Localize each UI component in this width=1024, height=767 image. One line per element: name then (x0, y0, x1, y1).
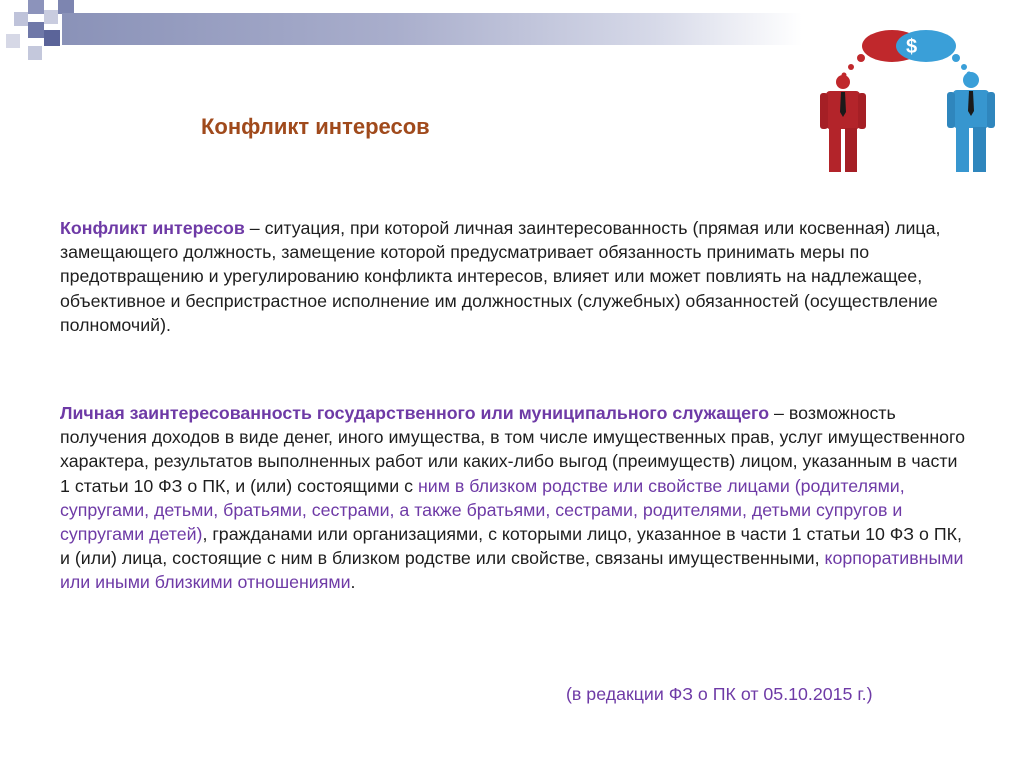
header-gradient-bar (62, 13, 802, 45)
blue-person-icon (947, 72, 995, 172)
edition-note: (в редакции ФЗ о ПК от 05.10.2015 г.) (566, 684, 873, 704)
decor-square (6, 34, 20, 48)
highlight-relatives: ним в близком родстве или свойстве лицами (родителями, супругами, детьми, братьями, сестрами, а также братьями, сестрами, родителями, детьми супругов и супругами детей) (60, 475, 905, 545)
definition-text-b: , гражданами или организациями, с которыми лицо, указанное в части 1 статьи 10 ФЗ о ПК, и (или) лица, состоящие с ним в близком родстве или свойстве, связаны имущественными, (60, 524, 962, 569)
dollar-symbol: $ (906, 36, 918, 58)
decor-square (28, 46, 42, 60)
decor-square (44, 10, 58, 24)
blue-bubble-icon (896, 30, 956, 62)
definition-text: – ситуация, при которой личная заинтересованность (прямая или косвенная) лица, замещающего должность, замещение которой предусматривает обязанность принимать меры по предотвращению и урегулированию конфликта интересов, влияет или может повлиять на надлежащее, объективное и беспристрастное исполнение им должностных (служебных) обязанностей (осуществление полномочий). (60, 218, 941, 335)
definition-text-c: . (350, 572, 356, 593)
red-person-icon (820, 75, 866, 172)
term-conflict-of-interest: Конфликт интересов (60, 218, 245, 238)
definition-text-a: – возможность получения доходов в виде денег, иного имущества, в том числе имущественных прав, услуг имущественного характера, результатов выполненных работ или каких-либо выгод (преимуществ) лицом, указанным в части 1 статьи 10 ФЗ о ПК, и (или) состоящими с (60, 403, 966, 496)
decor-square (44, 30, 60, 46)
decor-square (28, 0, 44, 14)
decor-square (58, 0, 74, 14)
slide-title: Конфликт интересов (201, 114, 430, 139)
definition-paragraph-conflict (60, 216, 970, 337)
decor-square (14, 12, 28, 26)
conflict-of-interest-figures-icon (806, 22, 1020, 180)
definition-paragraph-personal-interest (60, 401, 970, 595)
term-personal-interest: Личная заинтересованность государственного или муниципального служащего (60, 403, 770, 423)
highlight-relations: корпоративными или иными близкими отношениями (60, 548, 964, 593)
decor-square (28, 22, 44, 38)
